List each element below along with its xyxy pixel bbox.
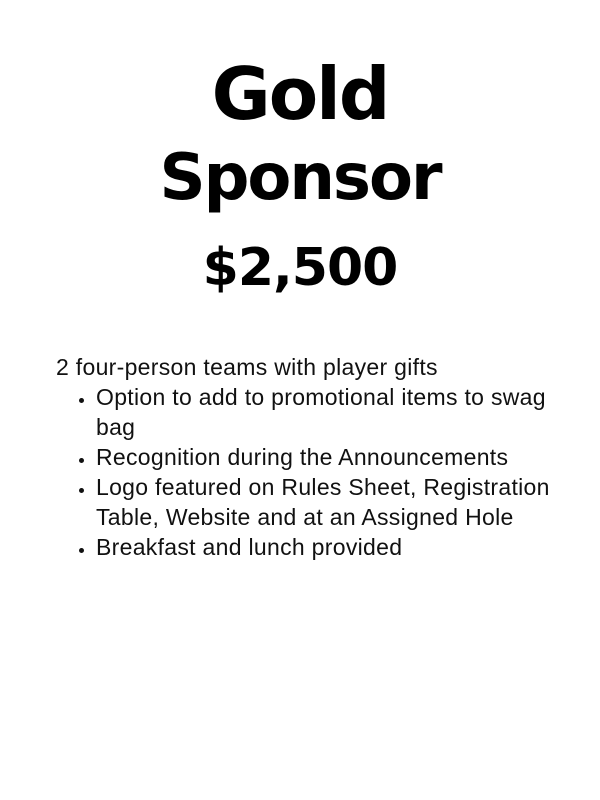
header-block (0, 0, 600, 298)
page-title-line2: Sponsor (159, 141, 441, 215)
sponsor-price: $2,500 (202, 238, 398, 298)
benefits-intro: 2 four-person teams with player gifts (56, 354, 438, 380)
benefits-section (0, 352, 600, 562)
benefit-item: • Option to add to promotional items to swag bag (96, 382, 554, 442)
benefit-item: • Recognition during the Announcements (96, 442, 554, 472)
benefit-item: • Logo featured on Rules Sheet, Registration Table, Website and at an Assigned Hole (96, 472, 554, 532)
benefits-list (56, 382, 554, 562)
benefit-item: • Breakfast and lunch provided (96, 532, 554, 562)
page-title-line1: Gold (211, 52, 389, 136)
